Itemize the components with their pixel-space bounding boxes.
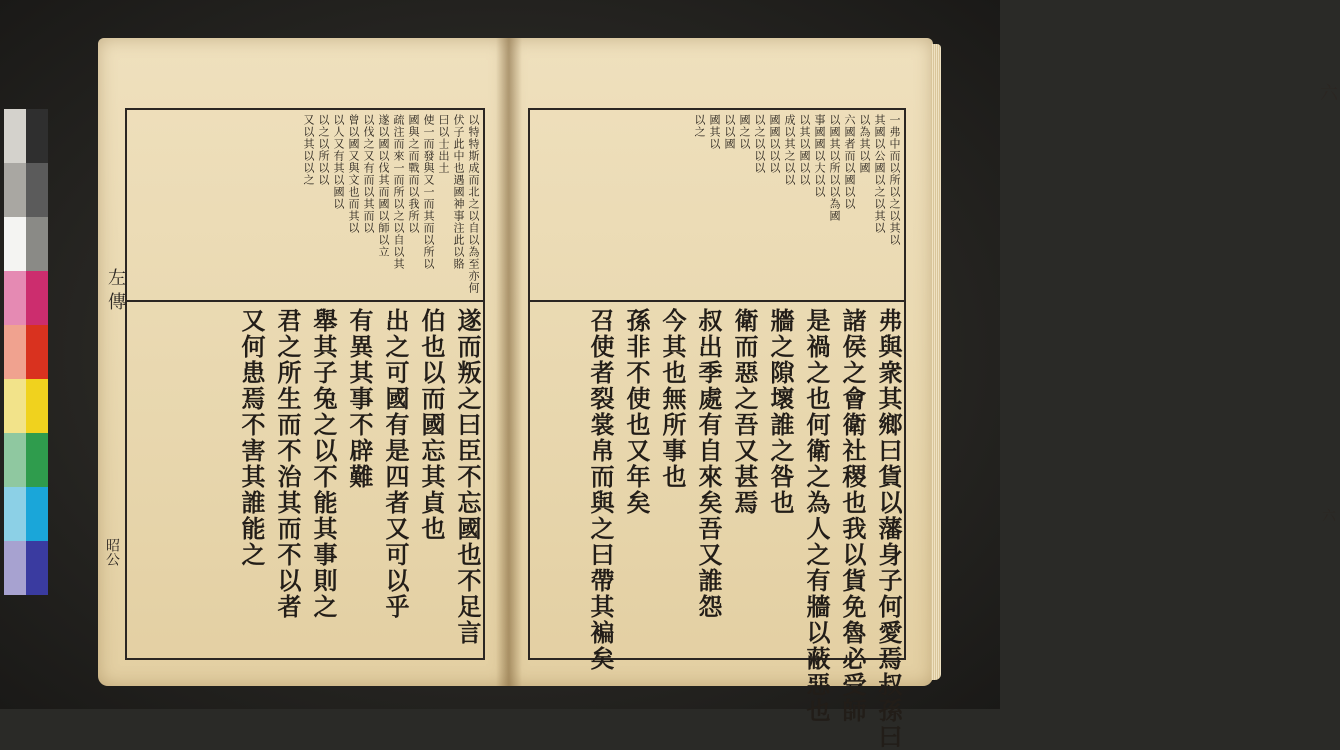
text-column: 使一而發與又一而其而以所以 bbox=[422, 114, 435, 270]
color-swatch bbox=[4, 325, 26, 379]
text-column: 召使者裂裳帛而與之曰帶其褊矣 bbox=[586, 308, 615, 672]
color-swatch bbox=[4, 379, 26, 433]
text-column: 有異其事不辟難 bbox=[345, 308, 374, 490]
color-swatch bbox=[26, 109, 48, 163]
color-swatch bbox=[26, 325, 48, 379]
color-swatch bbox=[4, 217, 26, 271]
color-swatch bbox=[26, 379, 48, 433]
left-main-columns bbox=[131, 308, 482, 654]
color-swatch bbox=[4, 541, 26, 595]
left-commentary-block bbox=[131, 114, 479, 294]
left-text-frame bbox=[125, 108, 485, 660]
right-main-text-block bbox=[534, 308, 903, 750]
text-column: 又以其以以之 bbox=[302, 114, 315, 186]
color-swatch bbox=[4, 433, 26, 487]
text-column: 以之以以以 bbox=[753, 114, 766, 174]
color-calibration-strip bbox=[4, 109, 48, 599]
text-column: 伏子此中也遇國神事注此以賂 bbox=[452, 114, 465, 270]
text-column: 國其以 bbox=[708, 114, 721, 150]
open-book bbox=[98, 38, 1338, 750]
left-margin-label: 左傳 bbox=[105, 268, 126, 316]
text-column: 以以國 bbox=[723, 114, 736, 150]
right-main-columns bbox=[534, 308, 903, 750]
right-text-frame bbox=[528, 108, 906, 750]
color-swatch bbox=[26, 271, 48, 325]
text-column: 遂以國以伐其而國以師以立 bbox=[377, 114, 390, 258]
text-column: 以人又有其以國以 bbox=[332, 114, 345, 210]
text-column: 以國其以所以以為國 bbox=[828, 114, 841, 222]
right-page bbox=[508, 38, 1338, 750]
right-commentary-block bbox=[534, 114, 900, 294]
text-column: 事國國以大以以 bbox=[813, 114, 826, 198]
text-column: 是禍之也何衛之為人之有牆以蔽惡也 bbox=[802, 308, 831, 724]
text-column: 國國以以以 bbox=[768, 114, 781, 174]
text-column: 一弗中而以所以之以其以 bbox=[888, 114, 901, 246]
text-column: 以之以所以以 bbox=[317, 114, 330, 186]
text-column: 以為其以國 bbox=[858, 114, 871, 174]
page-edges bbox=[931, 44, 941, 680]
text-column: 弗與衆其鄉曰貨以藩身子何愛焉叔孫曰 bbox=[874, 308, 903, 750]
text-column: 舉其子兔之以不能其事則之 bbox=[309, 308, 338, 620]
text-column: 諸侯之會衛社稷也我以貨免魯必受師 bbox=[838, 308, 867, 724]
text-column: 叔出季處有自來矣吾又誰怨 bbox=[694, 308, 723, 620]
left-commentary-columns bbox=[131, 114, 479, 294]
color-swatch bbox=[26, 487, 48, 541]
text-column: 曰以士出土 bbox=[437, 114, 450, 174]
color-swatch bbox=[4, 163, 26, 217]
text-column: 國之以 bbox=[738, 114, 751, 150]
color-swatch bbox=[26, 541, 48, 595]
text-column: 牆之隙壞誰之咎也 bbox=[766, 308, 795, 516]
color-swatch bbox=[4, 109, 26, 163]
left-main-text-block bbox=[131, 308, 482, 654]
text-column: 衛而惡之吾又甚焉 bbox=[730, 308, 759, 516]
text-column: 今其也無所事也 bbox=[658, 308, 687, 490]
left-divider bbox=[127, 300, 483, 302]
text-column: 以其以國以以 bbox=[798, 114, 811, 186]
text-column: 伯也以而國忘其貞也 bbox=[417, 308, 446, 542]
text-column: 疏注而來一而所以之以自以其 bbox=[392, 114, 405, 270]
text-column: 六國者而以國以以 bbox=[843, 114, 856, 210]
color-swatch bbox=[26, 433, 48, 487]
text-column: 曾以國又與文也而其以 bbox=[347, 114, 360, 234]
text-column: 以特特斯成而北之以自以為至亦何 bbox=[467, 114, 480, 294]
right-commentary-columns bbox=[534, 114, 900, 294]
text-column: 君之所生而不治其而不以者 bbox=[273, 308, 302, 620]
color-swatch bbox=[4, 271, 26, 325]
text-column: 成以其之以以 bbox=[783, 114, 796, 186]
text-column: 出之可國有是四者又可以乎 bbox=[381, 308, 410, 620]
left-folio: 昭公 bbox=[104, 538, 120, 566]
book-gutter bbox=[496, 38, 522, 686]
text-column: 其國以公國以之以其以 bbox=[873, 114, 886, 234]
text-column: 國與之而戰而以我所以 bbox=[407, 114, 420, 234]
color-swatch bbox=[26, 217, 48, 271]
text-column: 以之 bbox=[693, 114, 706, 138]
color-swatch bbox=[4, 487, 26, 541]
right-margin-label: 六 bbox=[1317, 83, 1338, 107]
text-column: 又何患焉不害其誰能之 bbox=[237, 308, 266, 568]
right-folio: 六 bbox=[1320, 508, 1336, 522]
text-column: 以伐之又有而以其而以 bbox=[362, 114, 375, 234]
text-column: 孫非不使也又年矣 bbox=[622, 308, 651, 516]
right-divider bbox=[530, 300, 904, 302]
color-swatch bbox=[26, 163, 48, 217]
text-column: 遂而叛之曰臣不忘國也不足言 bbox=[453, 308, 482, 646]
left-page bbox=[98, 38, 508, 686]
